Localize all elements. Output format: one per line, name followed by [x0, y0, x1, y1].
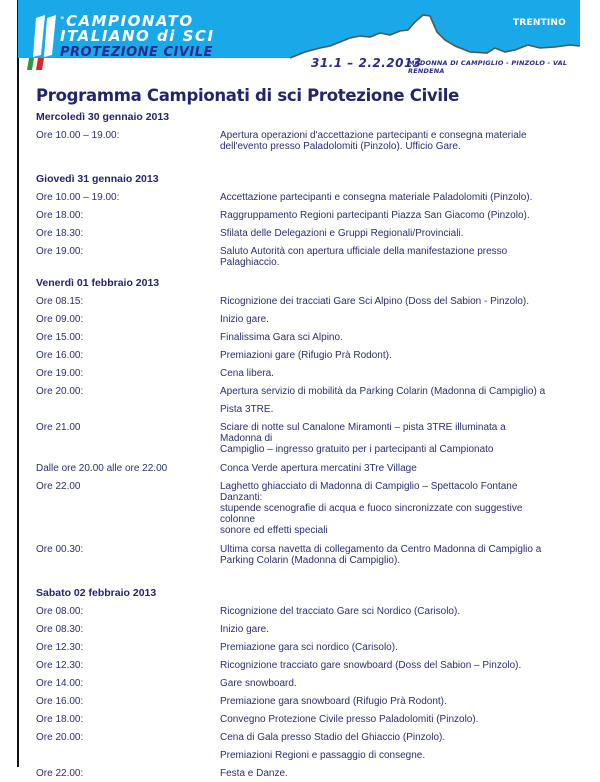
event-description-line: Cena libera. — [220, 368, 274, 379]
logo-degree: ° — [60, 16, 66, 26]
event-description — [220, 188, 550, 206]
event-time: Ore 22.00 — [36, 481, 81, 492]
event-time: Ore 10.00 – 19.00: — [36, 192, 120, 203]
event-description-line: Gare snowboard. — [220, 678, 297, 689]
event-time: Ore 12.30: — [36, 642, 84, 653]
event-description-line: Apertura operazioni d'accettazione partecipanti e consegna materiale — [220, 130, 527, 141]
event-description — [220, 692, 550, 710]
day-heading: Giovedì 31 gennaio 2013 — [36, 173, 159, 185]
event-description-line: Parking Colarin (Madonna di Campiglio). — [220, 555, 401, 566]
event-description — [220, 728, 550, 746]
day-section — [36, 170, 596, 274]
event-row — [36, 400, 596, 418]
event-description-line: Campiglio – ingresso gratuito per i partecipanti al Campionato — [220, 444, 494, 455]
event-description-line: Pista 3TRE. — [220, 404, 274, 415]
event-description — [220, 602, 550, 620]
event-row — [36, 710, 596, 728]
event-description — [220, 477, 550, 536]
event-description-line: Saluto Autorità con apertura ufficiale della manifestazione presso Palaghiaccio. — [220, 246, 508, 268]
event-row — [36, 242, 596, 268]
event-time: Ore 08.00: — [36, 606, 84, 617]
event-time — [36, 746, 220, 764]
event-time — [36, 400, 220, 418]
event-description — [220, 674, 550, 692]
event-row — [36, 692, 596, 710]
event-description-line: Raggruppamento Regioni partecipanti Piazza San Giacomo (Pinzolo). — [220, 210, 530, 221]
event-row — [36, 602, 596, 620]
event-description-line: Convegno Protezione Civile presso Paladolomiti (Pinzolo). — [220, 714, 479, 725]
logo-line-1: CAMPIONATO — [66, 12, 194, 30]
event-description — [220, 459, 550, 477]
event-row — [36, 292, 596, 310]
event-row — [36, 638, 596, 656]
event-description-line: Accettazione partecipanti e consegna materiale Paladolomiti (Pinzolo). — [220, 192, 533, 203]
event-row — [36, 418, 596, 455]
event-row — [36, 328, 596, 346]
section-spacer — [36, 156, 596, 170]
event-time: Ore 14.00: — [36, 678, 84, 689]
flag-green-bar — [27, 58, 34, 70]
event-row — [36, 188, 596, 206]
event-row — [36, 728, 596, 746]
day-heading: Mercoledì 30 gennaio 2013 — [36, 111, 170, 123]
event-time: Dalle ore 20.00 alle ore 22.00 — [36, 463, 168, 474]
event-time: Ore 22.00: — [36, 768, 84, 779]
event-row — [36, 674, 596, 692]
event-row — [36, 364, 596, 382]
event-time: Ore 00.30: — [36, 544, 84, 555]
event-places: MADONNA DI CAMPIGLIO - PINZOLO - VAL RENDENA — [408, 59, 568, 75]
event-time: Ore 16.00: — [36, 350, 84, 361]
event-row — [36, 620, 596, 638]
event-description-line: sonore ed effetti speciali — [220, 525, 328, 536]
event-time: Ore 20.00: — [36, 386, 84, 397]
program-days — [36, 108, 596, 782]
event-description — [220, 346, 550, 364]
day-section — [36, 108, 596, 170]
event-description-line: Premiazione gara snowboard (Rifugio Prà Rodont). — [220, 696, 447, 707]
event-description-line: Sfilata delle Delegazioni e Gruppi Regionali/Provinciali. — [220, 228, 464, 239]
event-description — [220, 382, 550, 400]
event-row — [36, 459, 596, 477]
page-title: Programma Campionati di sci Protezione Civile — [36, 86, 459, 105]
event-description — [220, 540, 550, 566]
trentino-logo: TRENTINO — [513, 18, 567, 28]
logo-line-3: PROTEZIONE CIVILE — [60, 45, 213, 60]
event-dates: 31.1 – 2.2.2013 — [311, 56, 422, 70]
event-description-line: Festa e Danze. — [220, 768, 288, 779]
event-description-line: Ricognizione tracciato gare snowboard (Doss del Sabion – Pinzolo). — [220, 660, 522, 671]
event-time: Ore 12.30: — [36, 660, 84, 671]
event-time: Ore 15.00: — [36, 332, 84, 343]
event-row — [36, 382, 596, 400]
event-description — [220, 418, 550, 455]
event-description — [220, 746, 550, 764]
event-description-line: Conca Verde apertura mercatini 3Tre Village — [220, 463, 417, 474]
event-description-line: Inizio gare. — [220, 624, 269, 635]
event-description — [220, 328, 550, 346]
event-description-line: Sciare di notte sul Canalone Miramonti – pista 3TRE illuminata a Madonna di — [220, 422, 506, 444]
event-description-line: Ricognizione dei tracciati Gare Sci Alpino (Doss del Sabion - Pinzolo). — [220, 296, 530, 307]
day-section — [36, 274, 596, 584]
event-description-line: Premiazione gara sci nordico (Carisolo). — [220, 642, 398, 653]
event-row — [36, 126, 596, 152]
event-description — [220, 242, 550, 268]
flag-red-bar — [36, 58, 44, 70]
event-description — [220, 638, 550, 656]
event-row — [36, 206, 596, 224]
day-heading: Venerdì 01 febbraio 2013 — [36, 277, 160, 289]
event-time: Ore 21.00 — [36, 422, 81, 433]
event-description-line: Apertura servizio di mobilità da Parking Colarin (Madonna di Campiglio) a — [220, 386, 546, 397]
event-time: Ore 10.00 – 19.00: — [36, 130, 120, 141]
program-content — [36, 84, 596, 782]
event-time: Ore 09.00: — [36, 314, 84, 325]
event-description — [220, 400, 550, 418]
event-description-line: dell'evento presso Paladolomiti (Pinzolo). Ufficio Gare. — [220, 141, 461, 152]
event-description — [220, 310, 550, 328]
event-time: Ore 08.15: — [36, 296, 84, 307]
event-description — [220, 656, 550, 674]
header-banner — [0, 0, 600, 80]
event-time: Ore 08.30: — [36, 624, 84, 635]
event-description — [220, 620, 550, 638]
event-description-line: Finalissima Gara sci Alpino. — [220, 332, 343, 343]
event-time: Ore 20.00: — [36, 732, 84, 743]
event-row — [36, 540, 596, 566]
event-description-line: Ricognizione del tracciato Gare sci Nordico (Carisolo). — [220, 606, 461, 617]
event-description-line: stupende scenografie di acqua e fuoco sincronizzate con suggestive colonne — [220, 503, 523, 525]
event-description — [220, 126, 550, 152]
event-description-line: Cena di Gala presso Stadio del Ghiaccio (Pinzolo). — [220, 732, 446, 743]
event-logo — [60, 14, 215, 60]
day-heading: Sabato 02 febbraio 2013 — [36, 587, 157, 599]
event-description-line: Laghetto ghiacciato di Madonna di Campiglio – Spettacolo Fontane Danzanti: — [220, 481, 518, 503]
event-row — [36, 224, 596, 242]
event-time: Ore 19.00: — [36, 368, 84, 379]
logo-line-2: ITALIANO di SCI — [60, 27, 215, 45]
event-description-line: Inizio gare. — [220, 314, 269, 325]
event-description-line: Ultima corsa navetta di collegamento da Centro Madonna di Campiglio a — [220, 544, 542, 555]
event-row — [36, 656, 596, 674]
event-description-line: Premiazioni Regioni e passaggio di consegne. — [220, 750, 426, 761]
event-row — [36, 477, 596, 536]
event-row — [36, 746, 596, 764]
event-time: Ore 16.00: — [36, 696, 84, 707]
event-description — [220, 292, 550, 310]
event-row — [36, 310, 596, 328]
event-description — [220, 206, 550, 224]
event-time: Ore 19.00: — [36, 246, 84, 257]
event-time: Ore 18.00: — [36, 714, 84, 725]
event-time: Ore 18.00: — [36, 210, 84, 221]
event-time: Ore 18.30: — [36, 228, 84, 239]
event-description — [220, 224, 550, 242]
event-row — [36, 346, 596, 364]
day-section — [36, 584, 596, 782]
section-spacer — [36, 570, 596, 584]
event-description — [220, 710, 550, 728]
event-description — [220, 364, 550, 382]
event-description-line: Premiazioni gare (Rifugio Prà Rodont). — [220, 350, 392, 361]
left-margin-rule — [17, 0, 19, 767]
